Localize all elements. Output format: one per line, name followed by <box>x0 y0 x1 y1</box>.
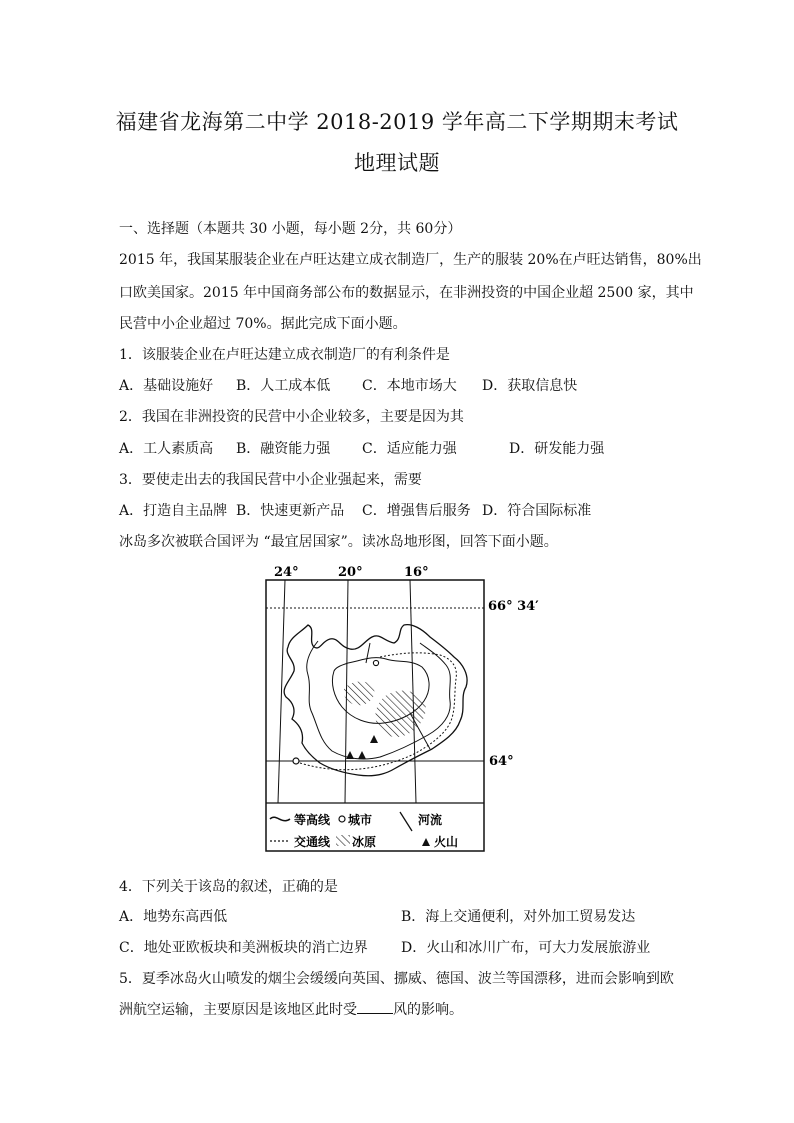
city-marker <box>293 758 299 764</box>
passage1-line1: 2015 年，我国某服装企业在卢旺达建立成衣制造厂，生产的服装 20%在卢旺达销售，80%出 <box>119 252 702 268</box>
q5-text-post: 风的影响。 <box>393 1002 463 1018</box>
coastline <box>284 625 467 776</box>
question-2-stem: 2．我国在非洲投资的民营中小企业较多，主要是因为其 <box>119 409 464 425</box>
q4-option-c: C．地处亚欧板块和美洲板块的消亡边界 <box>119 940 368 956</box>
glacier-east <box>375 691 425 737</box>
passage2: 冰岛多次被联合国评为 “最宜居国家”。读冰岛地形图，回答下面小题。 <box>119 534 558 550</box>
q1-option-a: A．基础设施好 <box>119 378 214 394</box>
iceland-topographic-map <box>260 563 539 853</box>
q1-option-b: B．人工成本低 <box>236 378 331 394</box>
question-3-stem: 3．要使走出去的我国民营中小企业强起来，需要 <box>119 472 422 488</box>
q3-option-b: B．快速更新产品 <box>236 503 345 519</box>
lon-label-16: 16° <box>404 565 429 580</box>
volcano-3 <box>346 751 354 759</box>
lon-label-20: 20° <box>338 565 363 580</box>
glacier-west <box>344 682 375 706</box>
legend-glacier-icon <box>336 835 350 846</box>
q2-option-b: B．融资能力强 <box>236 441 331 457</box>
volcano-2 <box>358 751 366 759</box>
legend-city-label: 城市 <box>348 813 373 827</box>
exam-subtitle: 地理试题 <box>354 151 440 175</box>
q1-option-c: C．本地市场大 <box>362 378 457 394</box>
q3-option-c: C．增强售后服务 <box>362 503 471 519</box>
lat-label-66: 66° 34′ <box>488 599 539 614</box>
legend-contour-label: 等高线 <box>294 813 331 827</box>
question-4-stem: 4．下列关于该岛的叙述，正确的是 <box>119 879 338 895</box>
q4-option-d: D．火山和冰川广布，可大力发展旅游业 <box>401 940 651 956</box>
question-1-stem: 1．该服装企业在卢旺达建立成衣制造厂的有利条件是 <box>119 347 450 363</box>
q1-option-d: D．获取信息快 <box>482 378 578 394</box>
q3-option-a: A．打造自主品牌 <box>119 503 228 519</box>
q4-option-a: A．地势东高西低 <box>119 909 228 925</box>
question-5-line1: 5．夏季冰岛火山喷发的烟尘会缓缓向英国、挪威、德国、波兰等国漂移，进而会影响到欧 <box>119 971 674 987</box>
legend-traffic-label: 交通线 <box>294 835 331 849</box>
q2-option-d: D．研发能力强 <box>509 441 605 457</box>
city-marker-2 <box>373 660 378 665</box>
lat-label-64: 64° <box>489 754 514 769</box>
meridian-16 <box>410 580 416 803</box>
legend-river-label: 河流 <box>418 813 443 827</box>
q2-option-c: C．适应能力强 <box>362 441 457 457</box>
volcano-1 <box>370 735 378 743</box>
river-1 <box>366 643 370 663</box>
q4-option-b: B．海上交通便利，对外加工贸易发达 <box>401 909 636 925</box>
legend-volcano-label: 火山 <box>434 835 459 849</box>
map-frame <box>266 580 484 851</box>
legend-glacier-label: 冰原 <box>352 835 377 849</box>
q5-answer-blank[interactable] <box>357 999 393 1014</box>
section-heading: 一、选择题（本题共 30 小题，每小题 2分，共 60分） <box>119 221 462 237</box>
q3-option-d: D．符合国际标准 <box>482 503 592 519</box>
passage1-line3: 民营中小企业超过 70%。据此完成下面小题。 <box>119 316 407 332</box>
legend-river-icon <box>400 812 412 831</box>
lon-label-24: 24° <box>274 565 299 580</box>
legend-volcano-icon <box>422 838 430 846</box>
contour-outer <box>307 641 451 759</box>
legend-city-icon <box>339 816 345 822</box>
q2-option-a: A．工人素质高 <box>119 441 214 457</box>
q5-text-pre: 洲航空运输，主要原因是该地区此时受 <box>119 1002 357 1018</box>
legend-contour-icon <box>270 817 290 820</box>
passage1-line2: 口欧美国家。2015 年中国商务部公布的数据显示，在非洲投资的中国企业超 2500 家，其中 <box>119 285 694 301</box>
exam-title: 福建省龙海第二中学 2018-2019 学年高二下学期期末考试 <box>115 110 679 134</box>
question-5-line2 <box>119 999 463 1019</box>
